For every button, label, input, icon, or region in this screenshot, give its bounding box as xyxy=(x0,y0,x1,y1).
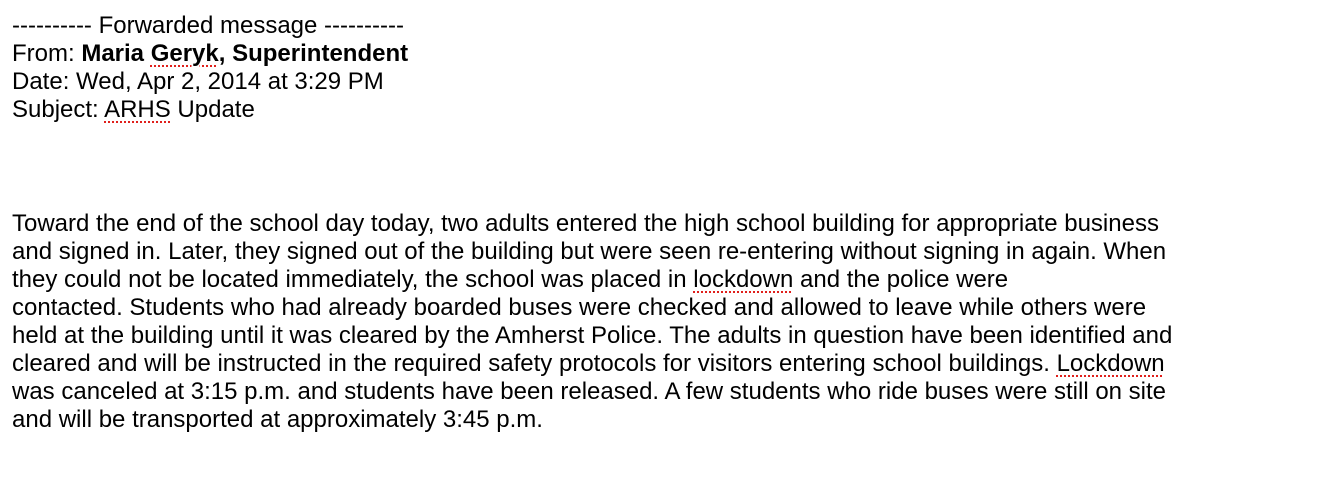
forwarded-divider xyxy=(12,12,1318,40)
spellcheck-word: ARHS xyxy=(104,96,171,123)
body-line: they could not be located immediately, the school was placed in lockdown and the police were xyxy=(12,266,1009,293)
body-line: and will be transported at approximately 3:45 p.m. xyxy=(12,406,543,433)
spellcheck-word: Lockdown xyxy=(1056,350,1165,377)
body-line: held at the building until it was cleared by the Amherst Police. The adults in question have been identified and xyxy=(12,322,1173,349)
forwarded-label: ---------- Forwarded message ---------- xyxy=(12,12,404,39)
spellcheck-word: lockdown xyxy=(693,266,794,293)
subject-label: Subject: xyxy=(12,96,105,123)
from-label: From: xyxy=(12,40,82,67)
date-line: Date: Wed, Apr 2, 2014 at 3:29 PM xyxy=(12,68,384,95)
body-line: cleared and will be instructed in the required safety protocols for visitors entering school buildings. Lockdown xyxy=(12,350,1165,377)
subject-line: Subject: ARHS Update xyxy=(12,96,255,123)
sender-name: Maria Geryk, Superintendent xyxy=(81,40,409,67)
body-line: Toward the end of the school day today, two adults entered the high school building for appropriate business xyxy=(12,210,1159,237)
email-header xyxy=(12,12,1318,124)
body-line: and signed in. Later, they signed out of the building but were seen re-entering without signing in again. When xyxy=(12,238,1167,265)
spellcheck-word: Geryk xyxy=(150,40,219,67)
body-line: contacted. Students who had already boarded buses were checked and allowed to leave while others were xyxy=(12,294,1147,321)
body-line: was canceled at 3:15 p.m. and students have been released. A few students who ride buses were still on site xyxy=(12,378,1167,405)
from-line xyxy=(12,40,1318,68)
message-body xyxy=(12,210,1322,434)
